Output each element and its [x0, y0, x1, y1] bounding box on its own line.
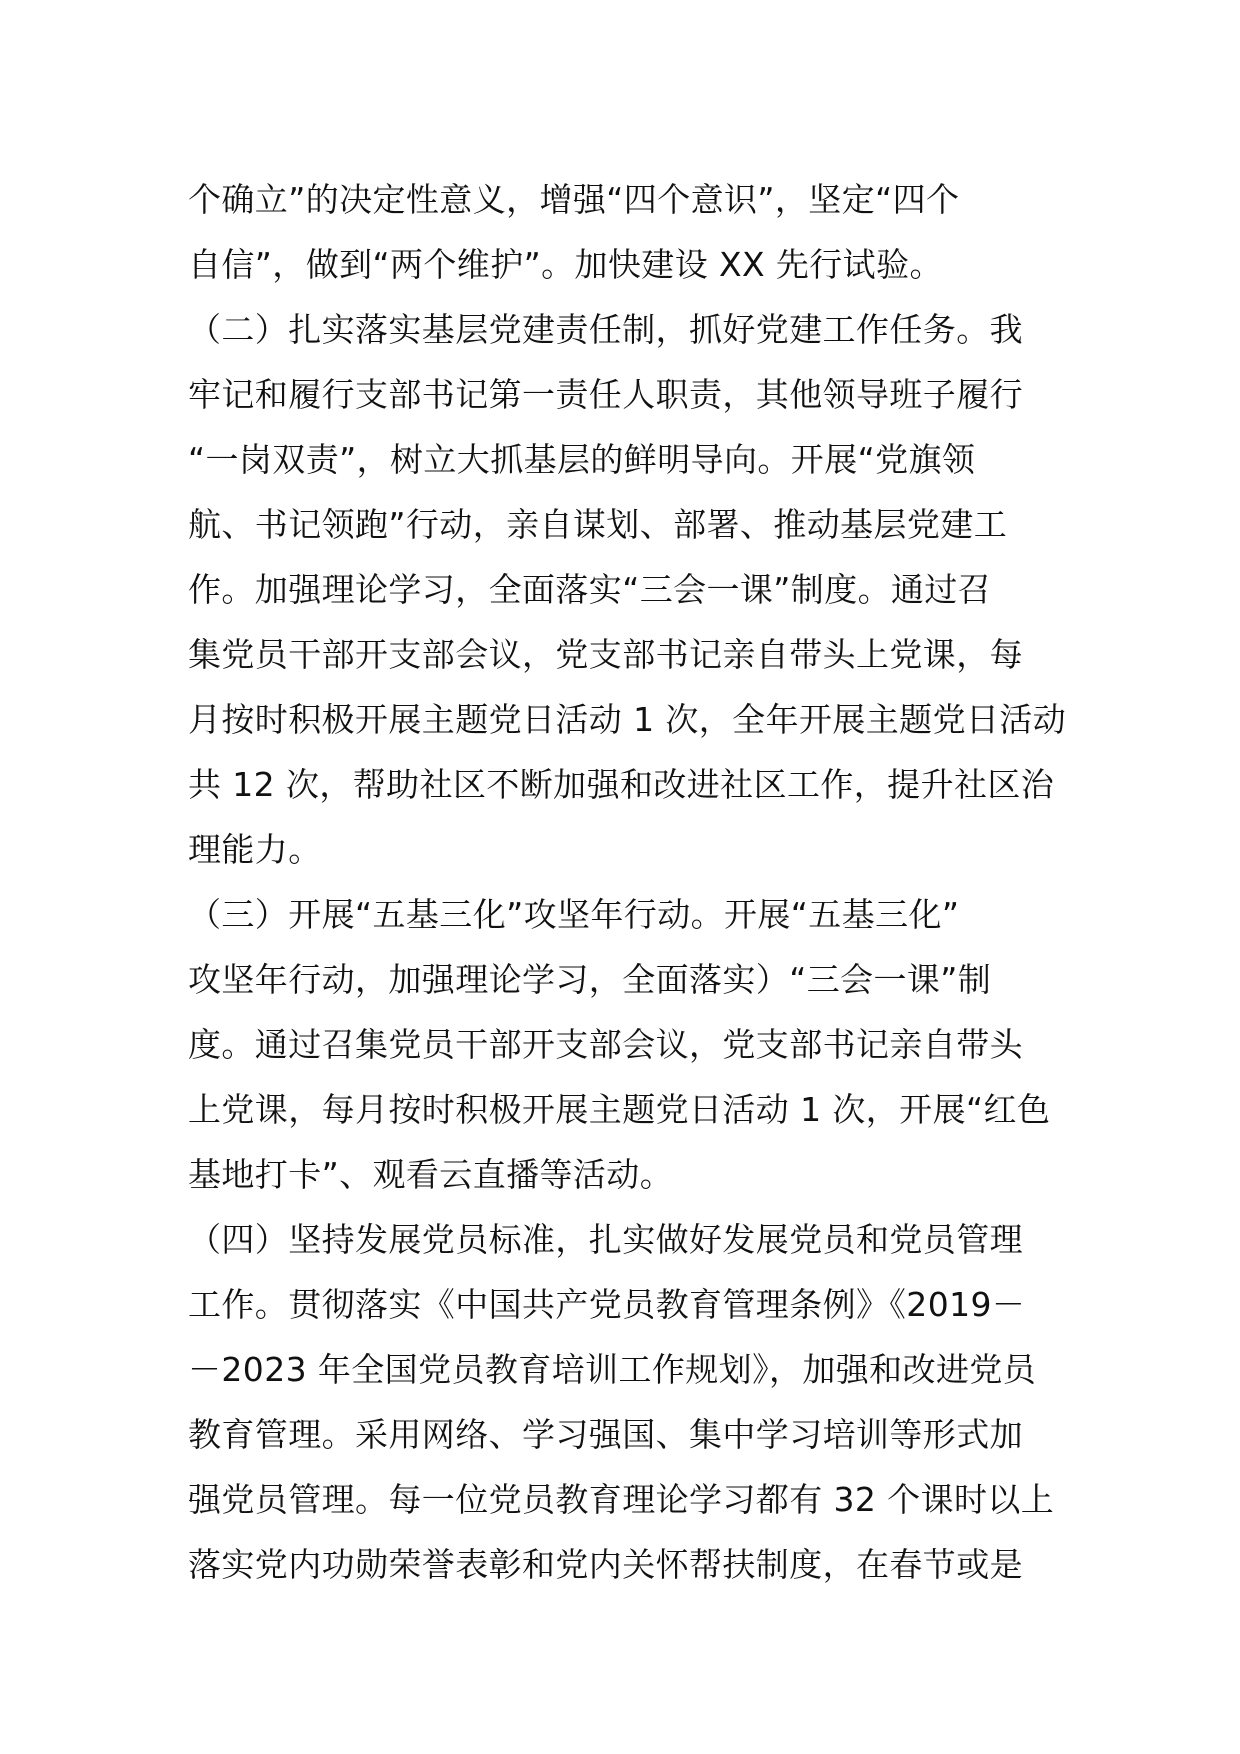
text-line: 个确立”的决定性意义，增强“四个意识”，坚定“四个	[188, 180, 960, 219]
text-line: 航、书记领跑”行动，亲自谋划、部署、推动基层党建工	[188, 505, 1008, 544]
body-text	[188, 167, 1067, 1597]
text-line: 基地打卡”、观看云直播等活动。	[188, 1155, 674, 1194]
text-line: 牢记和履行支部书记第一责任人职责，其他领导班子履行	[188, 375, 1023, 414]
text-line: 月按时积极开展主题党日活动 1 次，全年开展主题党日活动	[188, 700, 1067, 739]
text-line: 作。加强理论学习，全面落实“三会一课”制度。通过召	[188, 570, 992, 609]
text-line: 教育管理。采用网络、学习强国、集中学习培训等形式加	[188, 1415, 1023, 1454]
text-line: 工作。贯彻落实《中国共产党员教育管理条例》《2019－	[188, 1285, 1026, 1324]
text-line: （四）坚持发展党员标准，扎实做好发展党员和党员管理	[188, 1220, 1023, 1259]
text-line: 集党员干部开支部会议，党支部书记亲自带头上党课，每	[188, 635, 1023, 674]
text-line: 共 12 次，帮助社区不断加强和改进社区工作，提升社区治	[188, 765, 1055, 804]
text-line: 上党课，每月按时积极开展主题党日活动 1 次，开展“红色	[188, 1090, 1051, 1129]
text-line: 落实党内功勋荣誉表彰和党内关怀帮扶制度，在春节或是	[188, 1545, 1023, 1584]
text-line: －2023 年全国党员教育培训工作规划》，加强和改进党员	[188, 1350, 1037, 1389]
text-line: （三）开展“五基三化”攻坚年行动。开展“五基三化”	[188, 895, 960, 934]
text-line: “一岗双责”，树立大抓基层的鲜明导向。开展“党旗领	[188, 440, 976, 479]
text-line: 理能力。	[188, 830, 322, 869]
text-line: 攻坚年行动，加强理论学习，全面落实）“三会一课”制	[188, 960, 992, 999]
text-line: 自信”，做到“两个维护”。加快建设 XX 先行试验。	[188, 245, 943, 284]
text-line: 强党员管理。每一位党员教育理论学习都有 32 个课时以上	[188, 1480, 1055, 1519]
text-line: （二）扎实落实基层党建责任制，抓好党建工作任务。我	[188, 310, 1023, 349]
text-line: 度。通过召集党员干部开支部会议，党支部书记亲自带头	[188, 1025, 1023, 1064]
